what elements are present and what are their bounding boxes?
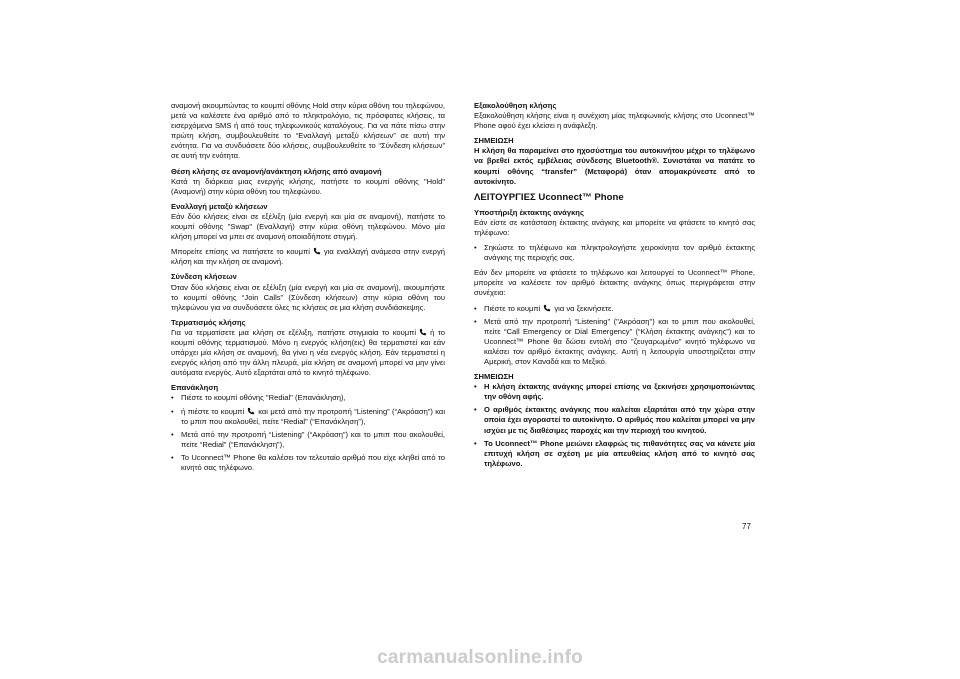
list-item: • Πιέστε το κουμπί οθόνης "Redial" (Επανάκληση), [171, 393, 445, 403]
phone-voice-icon [247, 407, 255, 415]
list-item-end: για να ξεκινήσετε. [554, 303, 614, 313]
paragraph-swap-button-start: Μπορείτε επίσης να πατήσετε το κουμπί [171, 247, 310, 257]
emergency-list-2 [474, 304, 755, 368]
list-item: • Το Uconnect™ Phone μειώνει ελαφρώς τις πιθανότητες σας να κάνετε μία επιτυχή κλήση σε σχέση με μία απευθείας κλήση από το κινητό σας τηλέφωνο. [474, 439, 755, 469]
paragraph-end-call [171, 328, 445, 378]
list-item: • Ο αριθμός έκτακτης ανάγκης που καλείται εξαρτάται από την χώρα στην οποία έχει αγοραστεί το αυτοκίνητο. Ο αριθμός που καλείται μπορεί να μην ισχύει με τις διαθέσιμες παροχές και την περιοχή του κινητού. [474, 405, 755, 435]
section-title: ΛΕΙΤΟΥΡΓΙΕΣ Uconnect™ Phone [474, 191, 624, 203]
list-item [171, 407, 445, 427]
paragraph-end-call-end: ή το κουμπί οθόνης τερματισμού. Μόνο η ενεργός κλήση(εις) θα τερματιστεί και εάν υπάρχει μία κλήση σε αναμονή, θα γίνει η νέα ενεργός κλήση. Εάν τερματιστεί η ενεργός κλήση από την άλλη πλευρά, μία κλήση σε αναμονή μπορεί να μην γίνει αυτόματα ενεργός. Αυτό εξαρτάται από το κινητό τηλέφωνο. [171, 327, 445, 378]
paragraph-end-call-start: Για να τερματίσετε μια κλήση σε εξέλιξη, πατήστε στιγμιαία το κουμπί [171, 327, 417, 337]
paragraph-swap: Εάν δύο κλήσεις είναι σε εξέλιξη (μία ενεργή και μία σε αναμονή), πατήστε το κουμπί οθόνης "Swap" (Εναλλαγή) στην κύρια οθόνη τηλεφώνου. Μόνο μία κλήση μπορεί να μπει σε αναμονή οποιαδήποτε στιγμή. [171, 211, 445, 242]
list-item [474, 304, 755, 314]
paragraph-intro: αναμονή ακουμπώντας το κουμπί οθόνης Hold στην κύρια οθόνη του τηλεφώνου, μετά να καλέσετε ένα αριθμό από το πληκτρολόγιο, τις πρόσφατες κλήσεις, τα εισερχόμενα SMS ή από τους τηλεφωνικούς καταλόγους. Για να πάτε πίσω στην πρώτη κλήση, συμβουλευθείτε το “Εναλλαγή μεταξύ κλήσεων” σε αυτή την ενότητα. Για να συνδυάσετε δύο κλήσεις, συμβουλευθείτε το “Σύνδεση κλήσεων” σε αυτή την ενότητα. [171, 101, 445, 161]
watermark: carmanualsonline.info [377, 647, 583, 668]
emergency-list-1 [474, 243, 755, 263]
list-item-start: ή πιέστε το κουμπί [181, 406, 245, 416]
paragraph-continuation: Εξακολούθηση κλήσης είναι η συνέχιση μίας τηλεφωνικής κλήσης στο Uconnect™ Phone αφού έχει κλείσει η ανάφλεξη. [474, 111, 755, 131]
left-column [171, 101, 445, 478]
heading-join: Σύνδεση κλήσεων [171, 272, 237, 282]
heading-note: ΣΗΜΕΙΩΣΗ [474, 136, 514, 146]
list-item: • Μετά από την προτροπή “Listening” ("Ακρόαση") και το μπιπ που ακολουθεί, πείτε “Call Emergency or Dial Emergency” (“Κλήση έκτακτης ανάγκης”) και το Uconnect™ Phone θα δώσει εντολή στο "ζευγαρωμένο" κινητό τηλέφωνο να καλέσει τον αριθμό έκτακτης ανάγκης. Αυτή η λειτουργία υποστηρίζεται στην Αμερική, στον Καναδά και το Μεξικό. [474, 317, 755, 367]
paragraph-emergency-2: Εάν δεν μπορείτε να φτάσετε το τηλέφωνο και λειτουργεί το Uconnect™ Phone, μπορείτε να καλέσετε τον αριθμό έκτακτης ανάγκης όπως περιγράφεται στην συνέχεια: [474, 268, 755, 298]
paragraph-emergency: Εάν είστε σε κατάσταση έκτακτης ανάγκης και μπορείτε να φτάσετε το κινητό σας τηλέφωνο: [474, 217, 755, 237]
heading-redial: Επανάκληση [171, 383, 219, 393]
paragraph-swap-button [171, 247, 445, 267]
redial-list [171, 393, 445, 473]
list-item-start: Πιέστε το κουμπί [484, 303, 541, 313]
list-item-end: και μετά από την προτροπή “Listening” (“Ακρόαση”) και το μπιπ που ακολουθεί, πείτε “Redial” (“Επανάκληση”), [181, 406, 446, 426]
right-column [474, 101, 755, 474]
paragraph-note: Η κλήση θα παραμείνει στο ηχοσύστημα του αυτοκινήτου μέχρι το τηλέφωνο να βρεθεί εκτός εμβέλειας σύνδεσης Bluetooth®. Συνιστάται να πατάτε το κουμπί οθόνης “transfer” (Μεταφορά) όταν απομακρύνεστε από το αυτοκίνητο. [474, 146, 755, 186]
list-item: • Σηκώστε το τηλέφωνο και πληκτρολογήστε χειροκίνητα τον αριθμό έκτακτης ανάγκης της περιοχής σας. [474, 243, 755, 263]
phone-voice-icon [543, 304, 551, 312]
paragraph-hold: Κατά τη διάρκεια μιας ενεργής κλήσης, πατήστε το κουμπί οθόνης "Hold" (Αναμονή) στην κύρια οθόνη του τηλεφώνου. [171, 176, 445, 196]
heading-swap: Εναλλαγή μεταξύ κλήσεων [171, 201, 268, 211]
phone-icon [313, 247, 321, 255]
phone-icon [419, 328, 427, 336]
list-item: • Το Uconnect™ Phone θα καλέσει τον τελευταίο αριθμό που είχε κληθεί από το κινητό σας τηλέφωνο. [171, 453, 445, 473]
note-list [474, 382, 755, 469]
heading-continuation: Εξακολούθηση κλήσης [474, 101, 557, 110]
paragraph-swap-button-end: για εναλλαγή ανάμεσα στην ενεργή κλήση και την κλήση σε αναμονή. [171, 247, 445, 267]
list-item: • Μετά από την προτροπή “Listening” (“Ακρόαση”) και το μπιπ που ακολουθεί, πείτε “Redial” (“Επανάκληση”), [171, 430, 445, 450]
heading-hold: Θέση κλήσης σε αναμονή/ανάκτηση κλήσης από αναμονή [171, 166, 382, 176]
page-number: 77 [742, 522, 751, 531]
heading-note-2: ΣΗΜΕΙΩΣΗ [474, 372, 514, 382]
heading-end-call: Τερματισμός κλήσης [171, 317, 246, 327]
list-item: • Η κλήση έκτακτης ανάγκης μπορεί επίσης να ξεκινήσει χρησιμοποιώντας την οθόνη αφής. [474, 382, 755, 402]
heading-emergency: Υποστήριξη έκτακτης ανάγκης [474, 207, 584, 217]
paragraph-join: Όταν δύο κλήσεις είναι σε εξέλιξη (μία ενεργή και μία σε αναμονή), ακουμπήστε το κουμπί οθόνης “Join Calls” (Σύνδεση κλήσεων) στην κύρια οθόνη του τηλεφώνου για να συνδυάσετε όλες τις κλήσεις σε μια κλήση συνδιάσκεψης. [171, 282, 445, 312]
